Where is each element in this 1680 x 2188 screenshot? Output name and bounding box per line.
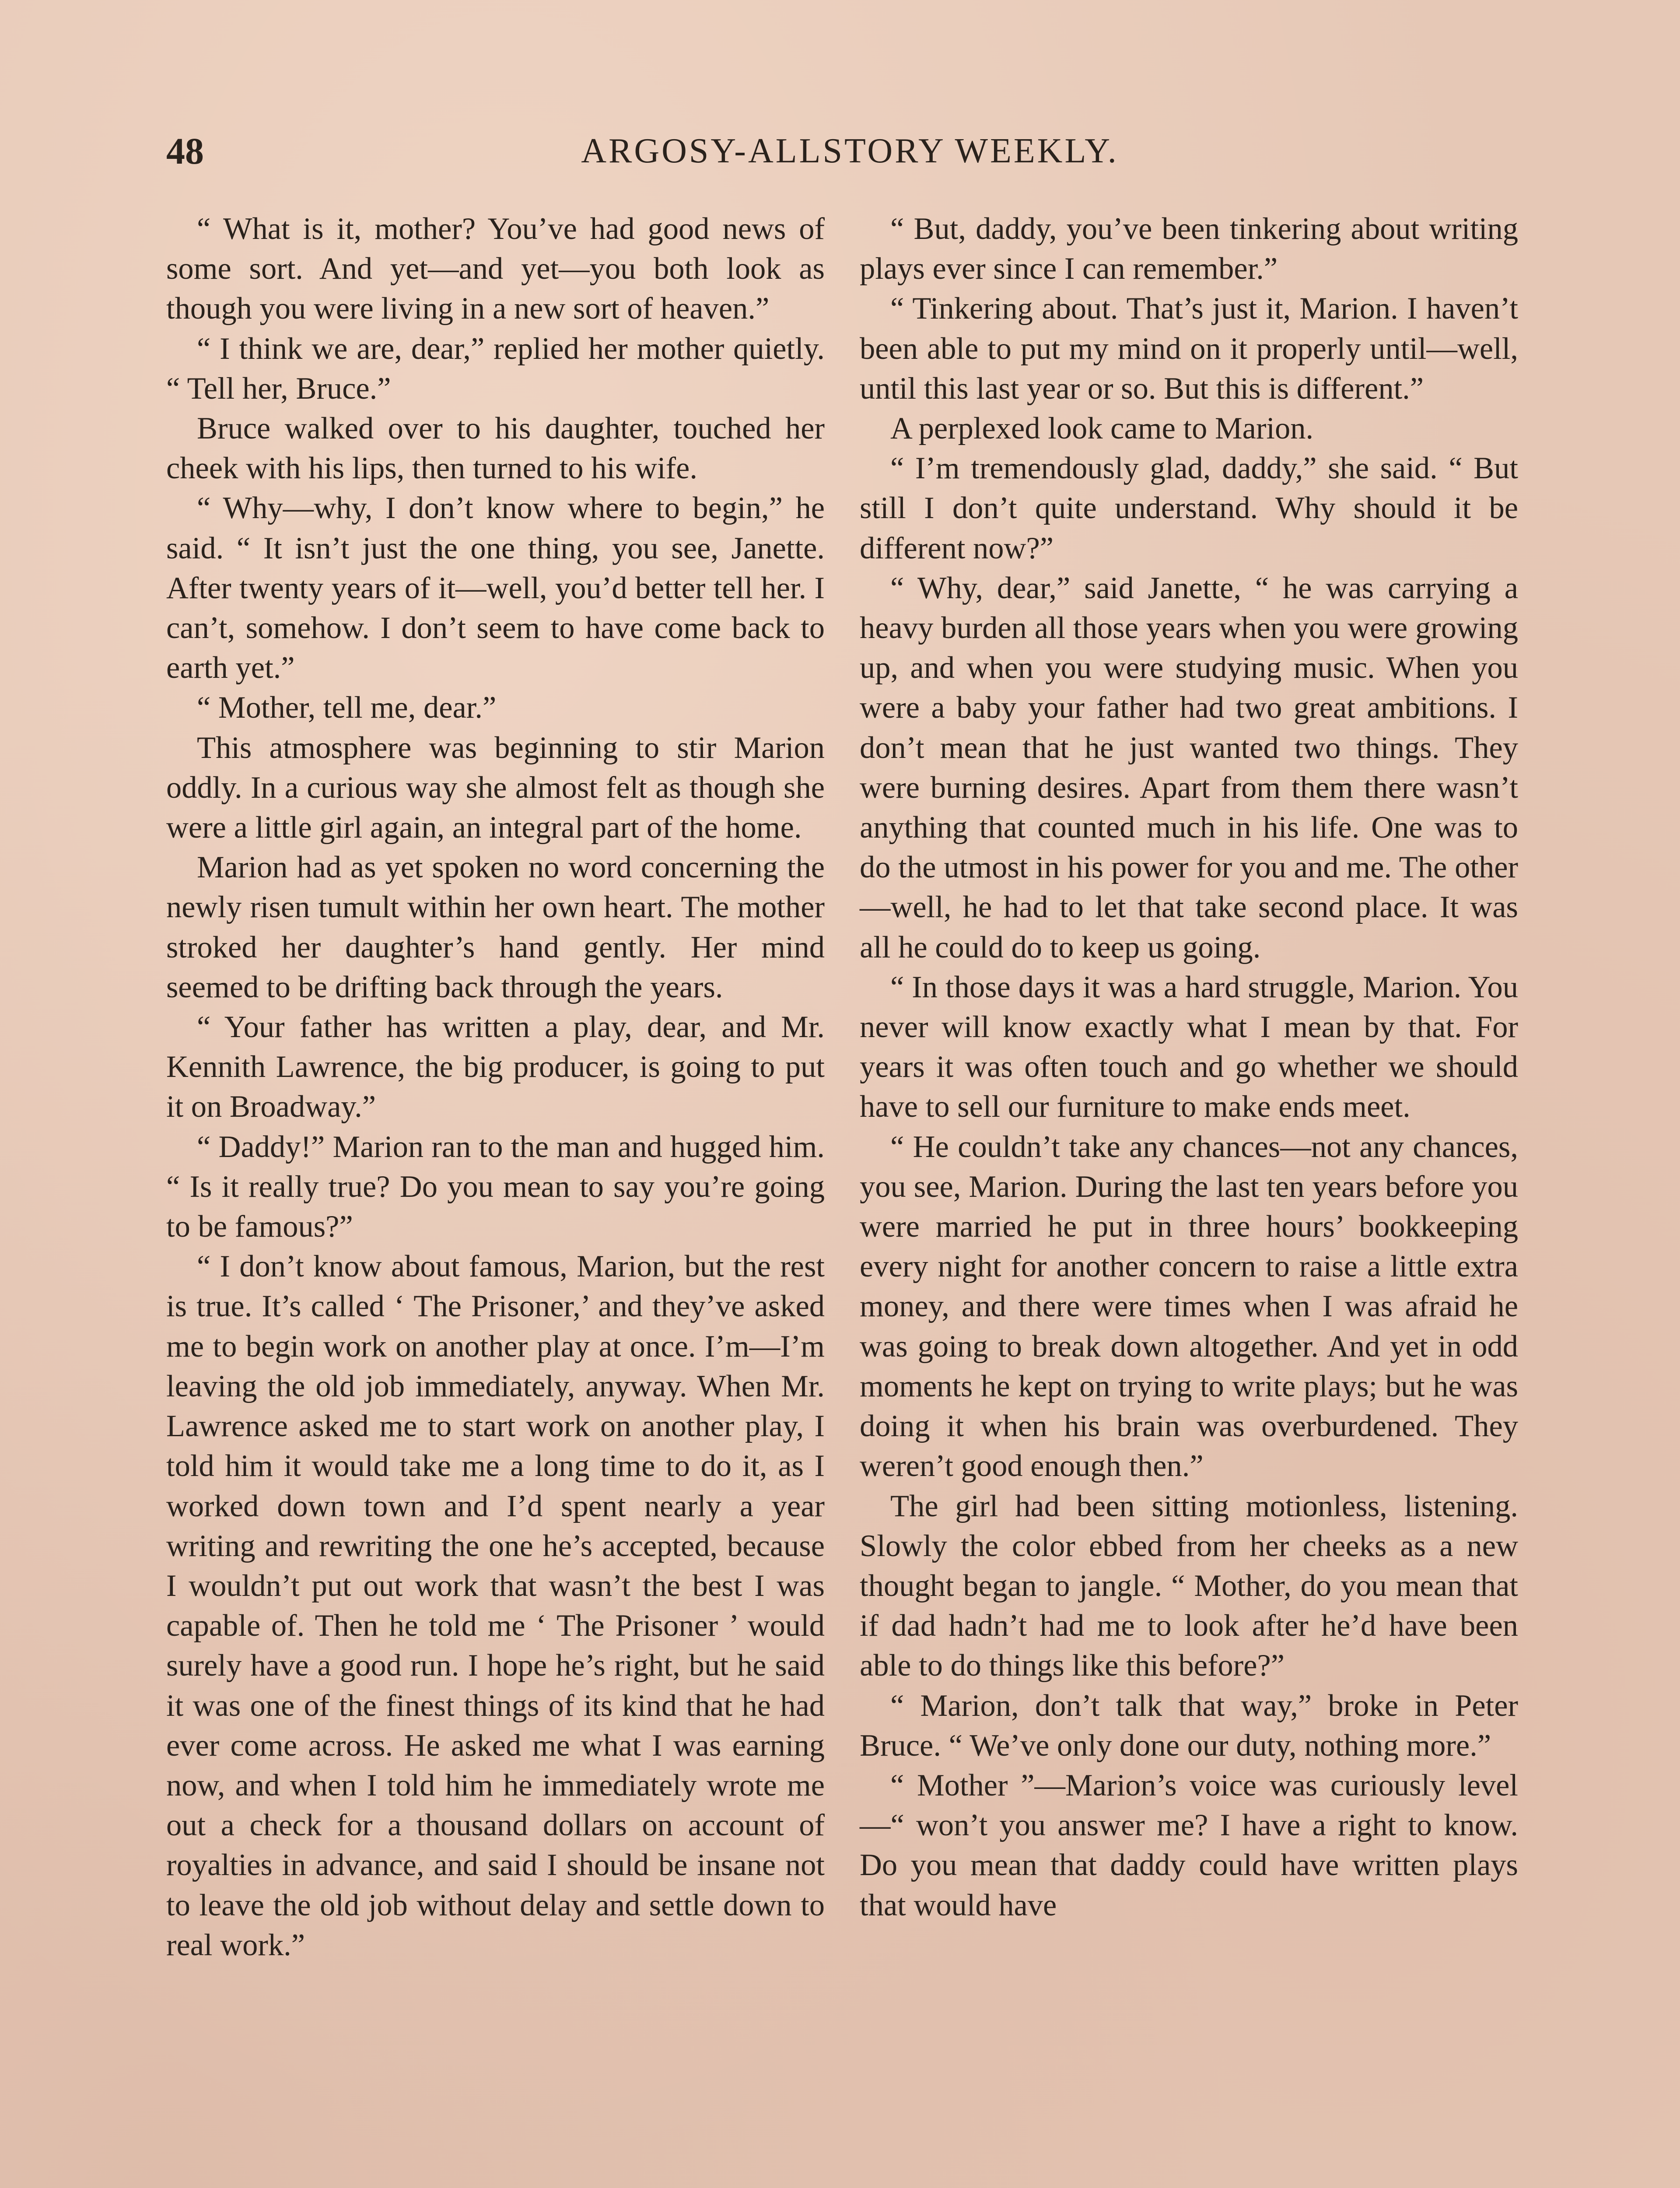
paragraph: “ I think we are, dear,” replied her mother quietly. “ Tell her, Bruce.” xyxy=(166,331,825,406)
paragraph: Marion had as yet spoken no word concerning the newly risen tumult within her own heart. The mother stroked her daughter’s hand gently. Her mind seemed to be drifting back through the years. xyxy=(166,850,825,1004)
paragraph: Bruce walked over to his daughter, touched her cheek with his lips, then turned to his wife. xyxy=(166,411,825,486)
paragraph: “ Why, dear,” said Janette, “ he was carrying a heavy burden all those years when you were growing up, and when you were studying music. When you were a baby your father had two great ambitions. I don’t mean that he just wanted two things. They were burning desires. Apart from them there wasn’t anything that counted much in his life. One was to do the utmost in his power for you and me. The other—well, he had to let that take second place. It was all he could do to keep us going. xyxy=(860,571,1518,964)
text-column-right xyxy=(860,209,1518,1925)
paragraph: A perplexed look came to Marion. xyxy=(890,411,1314,446)
paragraph: “ Mother ”—Marion’s voice was curiously level—“ won’t you answer me? I have a right to know. Do you mean that daddy could have written plays that would have xyxy=(860,1768,1518,1922)
paragraph: “ Your father has written a play, dear, and Mr. Kennith Lawrence, the big producer, is going to put it on Broadway.” xyxy=(166,1010,825,1124)
paragraph: “ But, daddy, you’ve been tinkering about writing plays ever since I can remember.” xyxy=(860,212,1518,286)
page-header xyxy=(166,127,1533,184)
paragraph: “ Why—why, I don’t know where to begin,” he said. “ It isn’t just the one thing, you see, Janette. After twenty years of it—well, you’d better tell her. I can’t, somehow. I don’t seem to have come back to earth yet.” xyxy=(166,491,825,685)
paragraph: This atmosphere was beginning to stir Marion oddly. In a curious way she almost felt as though she were a little girl again, an integral part of the home. xyxy=(166,730,825,845)
text-column-left xyxy=(166,209,825,1965)
running-title: ARGOSY-ALLSTORY WEEKLY. xyxy=(581,132,1119,170)
paragraph: The girl had been sitting motionless, listening. Slowly the color ebbed from her cheeks as a new thought began to jangle. “ Mother, do you mean that if dad hadn’t had me to look after he’d have been able to do things like this before?” xyxy=(860,1489,1518,1683)
paragraph: “ In those days it was a hard struggle, Marion. You never will know exactly what I mean by that. For years it was often touch and go whether we should have to sell our furniture to make ends meet. xyxy=(860,970,1518,1124)
paragraph: “ Daddy!” Marion ran to the man and hugged him. “ Is it really true? Do you mean to say you’re going to be famous?” xyxy=(166,1129,825,1244)
paragraph: “ He couldn’t take any chances—not any chances, you see, Marion. During the last ten years before you were married he put in three hours’ bookkeeping every night for another concern to raise a little extra money, and there were times when I was afraid he was going to break down altogether. And yet in odd moments he kept on trying to write plays; but he was doing it when his brain was overburdened. They weren’t good enough then.” xyxy=(860,1129,1518,1483)
page-number: 48 xyxy=(166,130,204,172)
paragraph: “ Tinkering about. That’s just it, Marion. I haven’t been able to put my mind on it properly until—well, until this last year or so. But this is different.” xyxy=(860,291,1518,406)
paragraph: “ What is it, mother? You’ve had good news of some sort. And yet—and yet—you both look as though you were living in a new sort of heaven.” xyxy=(166,212,825,326)
paragraph: “ I don’t know about famous, Marion, but the rest is true. It’s called ‘ The Prisoner,’ and they’ve asked me to begin work on another play at once. I’m—I’m leaving the old job immediately, anyway. When Mr. Lawrence asked me to start work on another play, I told him it would take me a long time to do it, as I worked down town and I’d spent nearly a year writing and rewriting the one he’s accepted, because I wouldn’t put out work that wasn’t the best I was capable of. Then he told me ‘ The Prisoner ’ would surely have a good run. I hope he’s right, but he said it was one of the finest things of its kind that he had ever come across. He asked me what I was earning now, and when I told him he immediately wrote me out a check for a thousand dollars on account of royalties in advance, and said I should be insane not to leave the old job without delay and settle down to real work.” xyxy=(166,1249,825,1962)
paragraph: “ Mother, tell me, dear.” xyxy=(197,691,497,725)
paragraph: “ I’m tremendously glad, daddy,” she said. “ But still I don’t quite understand. Why should it be different now?” xyxy=(860,451,1518,565)
paragraph: “ Marion, don’t talk that way,” broke in Peter Bruce. “ We’ve only done our duty, nothing more.” xyxy=(860,1688,1518,1763)
